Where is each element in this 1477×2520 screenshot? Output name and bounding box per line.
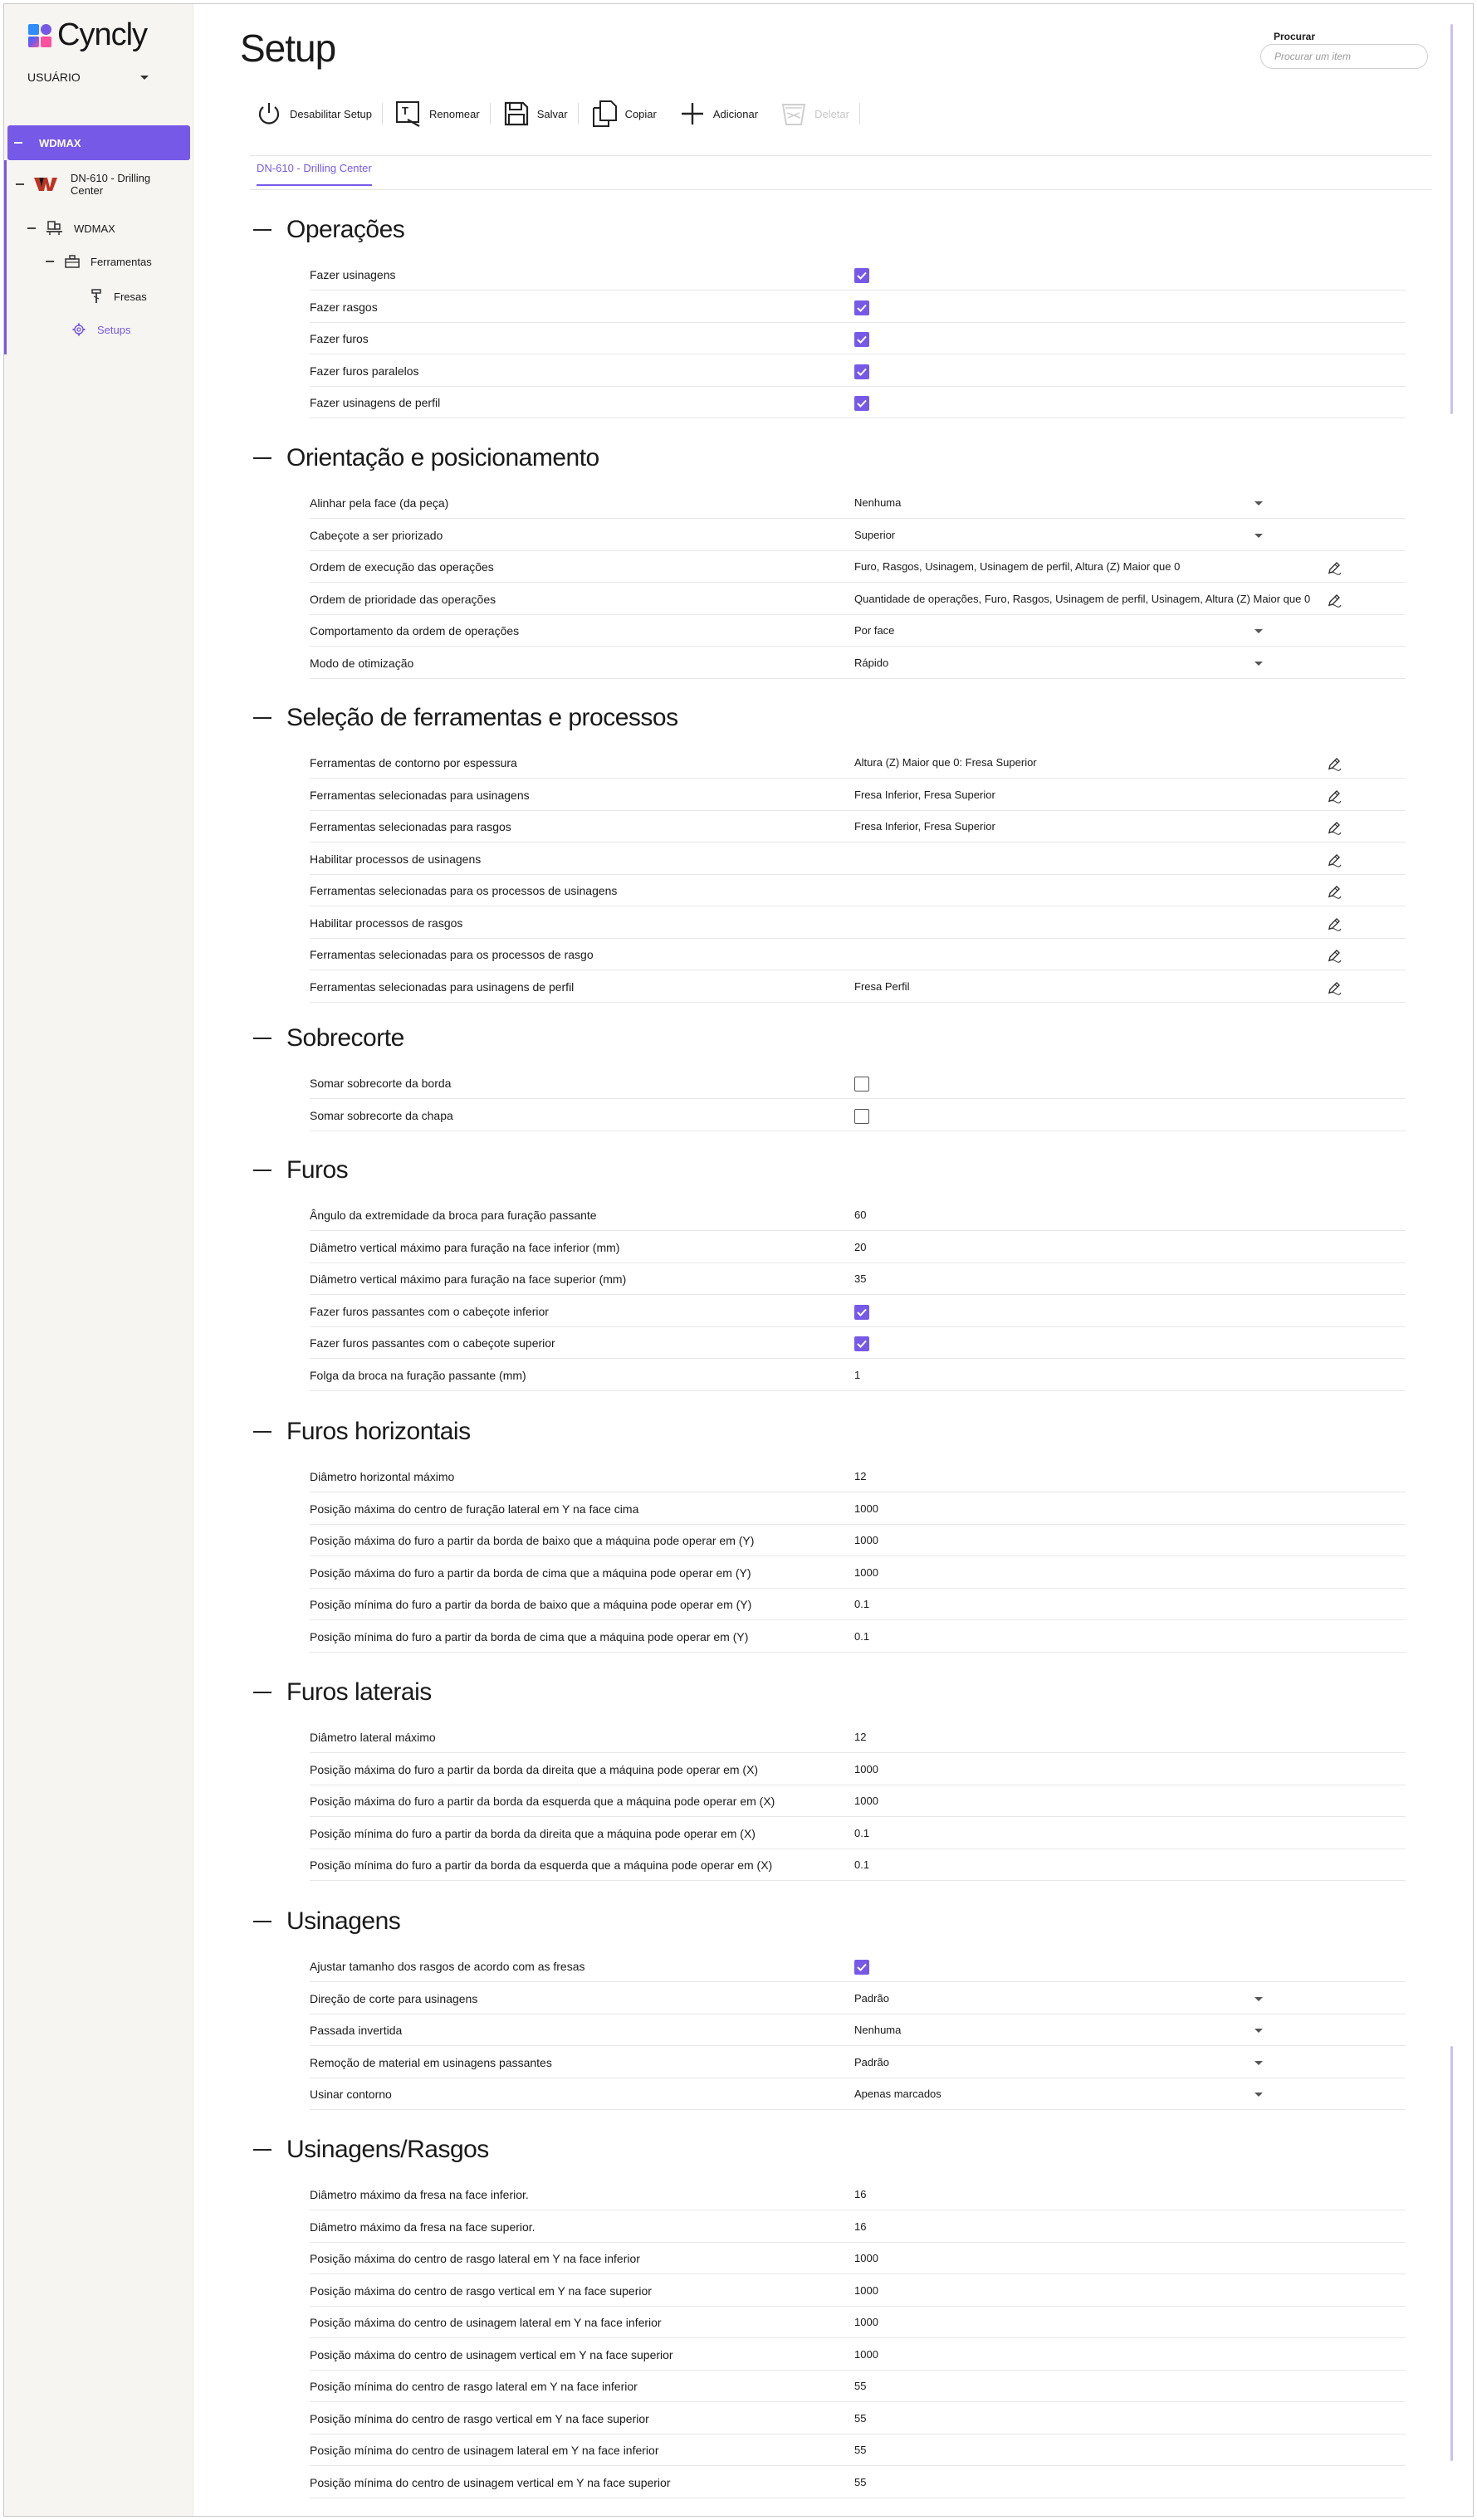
setting-label: Ordem de prioridade das operações xyxy=(310,592,496,606)
setting-row xyxy=(310,1525,1406,1556)
edit-pencil-icon[interactable] xyxy=(1326,883,1343,900)
setting-value: Fresa Perfil xyxy=(854,979,910,993)
section-title: Furos horizontais xyxy=(286,1418,471,1445)
setting-row xyxy=(310,355,1406,387)
setting-label: Posição máxima do centro de usinagem vertical em Y na face superior xyxy=(310,2347,673,2361)
setting-row xyxy=(310,971,1406,1003)
gear-icon xyxy=(72,323,86,336)
setting-row xyxy=(310,2307,1406,2338)
tab-dn610[interactable]: DN-610 - Drilling Center xyxy=(257,162,372,186)
setting-label: Diâmetro horizontal máximo xyxy=(310,1470,455,1483)
collapse-icon xyxy=(253,1692,271,1693)
setting-row xyxy=(310,1461,1406,1492)
collapse-icon xyxy=(253,1170,271,1171)
setting-row xyxy=(310,647,1406,679)
setting-checkbox[interactable] xyxy=(854,1109,869,1124)
chevron-down-icon[interactable] xyxy=(1254,1997,1263,2001)
setting-row xyxy=(310,1621,1406,1653)
section-header[interactable] xyxy=(253,1907,400,1936)
setting-label: Passada invertida xyxy=(310,2024,403,2037)
setting-row xyxy=(310,487,1406,519)
setting-label: Ferramentas selecionadas para os processos de rasgo xyxy=(310,948,594,961)
setting-row xyxy=(310,1263,1406,1295)
section-header[interactable] xyxy=(253,444,599,472)
copy-button[interactable] xyxy=(579,94,667,134)
section-title: Orientação e posicionamento xyxy=(286,444,599,471)
tree-item-label: Setups xyxy=(97,323,131,336)
setting-label: Fazer usinagens de perfil xyxy=(310,396,441,409)
tree-item-label: WDMAX xyxy=(74,222,115,235)
setting-label: Modo de otimização xyxy=(310,656,414,670)
check-icon xyxy=(854,332,869,347)
setting-label: Posição mínima do furo a partir da borda de baixo que a máquina pode operar em (Y) xyxy=(310,1598,752,1611)
setting-label: Diâmetro vertical máximo para furação na face superior (mm) xyxy=(310,1272,627,1286)
setting-input-value[interactable]: 1000 xyxy=(854,2252,878,2264)
setting-input-value[interactable]: 1000 xyxy=(854,1795,878,1807)
setting-select-value[interactable]: Rápido xyxy=(854,656,889,669)
scrollbar-thumb-bottom[interactable] xyxy=(1450,2046,1453,2461)
setting-row xyxy=(310,1754,1406,1785)
setting-row xyxy=(310,1199,1406,1231)
setting-input-value[interactable]: 1000 xyxy=(854,1762,878,1775)
setting-row xyxy=(310,387,1406,418)
search-input[interactable] xyxy=(1260,44,1428,69)
search-label: Procurar xyxy=(1274,31,1316,42)
setting-row xyxy=(310,1232,1406,1263)
collapse-icon xyxy=(253,2149,271,2151)
sidebar xyxy=(4,4,193,2517)
setting-label: Comportamento da ordem de operações xyxy=(310,624,520,637)
setting-label: Ferramentas selecionadas para rasgos xyxy=(310,820,511,833)
setting-row xyxy=(310,2339,1406,2371)
setting-row xyxy=(310,1818,1406,1849)
weeke-logo-icon xyxy=(34,176,59,193)
setting-label: Diâmetro máximo da fresa na face superior. xyxy=(310,2220,536,2234)
setting-label: Habilitar processos de usinagens xyxy=(310,852,482,866)
collapse-icon xyxy=(253,1921,271,1922)
setting-input-value[interactable]: 20 xyxy=(854,1240,867,1253)
setting-row xyxy=(310,747,1406,779)
setting-row xyxy=(310,1951,1406,1982)
setting-input-value[interactable]: 55 xyxy=(854,2411,867,2425)
setting-input-value[interactable]: 55 xyxy=(854,2380,867,2392)
copy-label: Copiar xyxy=(624,107,657,120)
setting-row xyxy=(310,323,1406,354)
setting-label: Ferramentas de contorno por espessura xyxy=(310,756,517,769)
check-icon xyxy=(854,1305,869,1320)
setting-input-value[interactable]: 16 xyxy=(854,2188,867,2200)
chevron-down-icon[interactable] xyxy=(1254,501,1263,505)
setting-input-value[interactable]: 0.1 xyxy=(854,1826,870,1839)
setting-row xyxy=(310,2435,1406,2466)
setting-label: Fazer furos xyxy=(310,332,369,345)
setting-row xyxy=(310,2371,1406,2402)
setting-input-value[interactable]: 0.1 xyxy=(854,1858,870,1871)
check-icon xyxy=(854,268,869,283)
setting-label: Folga da broca na furação passante (mm) xyxy=(310,1368,526,1382)
svg-text:T: T xyxy=(402,105,408,117)
tree-item-wdmax-root[interactable] xyxy=(7,125,190,160)
setting-select-value[interactable]: Padrão xyxy=(854,1991,889,2005)
setting-row xyxy=(310,520,1406,551)
tree-item-label: WDMAX xyxy=(39,136,81,149)
check-icon xyxy=(854,1336,869,1351)
setting-row xyxy=(310,875,1406,906)
setting-label: Posição mínima do furo a partir da borda da direita que a máquina pode operar em (X) xyxy=(310,1826,756,1840)
scrollbar-thumb-top[interactable] xyxy=(1450,24,1453,414)
setting-label: Posição máxima do centro de rasgo vertical em Y na face superior xyxy=(310,2283,652,2298)
user-menu[interactable] xyxy=(27,71,149,84)
setting-input-value[interactable]: 0.1 xyxy=(854,1598,870,1610)
setting-label: Somar sobrecorte da chapa xyxy=(310,1108,453,1122)
setting-label: Ajustar tamanho dos rasgos de acordo com as fresas xyxy=(310,1960,585,1973)
section-title: Furos laterais xyxy=(286,1678,432,1706)
setting-row xyxy=(310,2275,1406,2307)
collapse-icon xyxy=(14,142,22,144)
setting-label: Cabeçote a ser priorizado xyxy=(310,528,443,542)
collapse-icon xyxy=(253,1038,271,1039)
chevron-down-icon[interactable] xyxy=(1254,662,1263,666)
toolbox-icon xyxy=(64,254,81,269)
chevron-down-icon[interactable] xyxy=(1254,534,1263,538)
trash-icon xyxy=(778,98,809,129)
setting-row xyxy=(310,2179,1406,2210)
setting-select-value[interactable]: Apenas marcados xyxy=(854,2088,941,2100)
setting-checkbox[interactable] xyxy=(854,332,869,347)
chevron-down-icon xyxy=(140,76,149,80)
edit-pencil-icon[interactable] xyxy=(1326,852,1343,868)
tree-item-dn610[interactable] xyxy=(16,172,150,197)
check-icon xyxy=(854,1960,869,1975)
check-icon xyxy=(854,300,869,315)
setting-row xyxy=(310,2243,1406,2274)
edit-pencil-icon[interactable] xyxy=(1326,755,1343,772)
save-icon xyxy=(501,98,532,129)
setting-label: Ferramentas selecionadas para usinagens de perfil xyxy=(310,979,575,994)
toolbar-divider xyxy=(859,103,860,125)
add-label: Adicionar xyxy=(712,107,759,120)
setting-label: Posição máxima do furo a partir da borda da esquerda que a máquina pode operar em (X) xyxy=(310,1795,775,1808)
section-title: Usinagens/Rasgos xyxy=(286,2136,489,2163)
setting-value: Furo, Rasgos, Usinagem, Usinagem de perfil, Altura (Z) Maior que 0 xyxy=(854,560,1181,573)
tree-item-fresas[interactable] xyxy=(90,288,147,305)
toolbar xyxy=(243,94,860,134)
setting-input-value[interactable]: 55 xyxy=(854,2444,867,2456)
plus-icon xyxy=(677,98,708,129)
setting-label: Posição máxima do furo a partir da borda de baixo que a máquina pode operar em (Y) xyxy=(310,1534,755,1547)
copy-icon xyxy=(589,98,620,129)
setting-label: Posição máxima do furo a partir da borda de cima que a máquina pode operar em (Y) xyxy=(310,1565,751,1580)
setting-checkbox[interactable] xyxy=(854,364,869,379)
section-title: Sobrecorte xyxy=(286,1024,404,1052)
section-header[interactable] xyxy=(253,216,404,244)
collapse-icon xyxy=(46,261,54,262)
main-content xyxy=(193,4,1473,2517)
setting-row xyxy=(310,1493,1406,1525)
setting-label: Posição máxima do centro de rasgo lateral em Y na face inferior xyxy=(310,2252,640,2265)
machine-icon xyxy=(46,220,64,237)
setting-label: Diâmetro máximo da fresa na face inferior. xyxy=(310,2188,529,2201)
setting-row xyxy=(310,1100,1406,1131)
edit-pencil-icon[interactable] xyxy=(1326,947,1343,964)
setting-input-value[interactable]: 12 xyxy=(854,1470,867,1482)
setting-row xyxy=(310,1327,1406,1359)
setting-value: Fresa Inferior, Fresa Superior xyxy=(854,788,995,801)
setting-row xyxy=(310,1296,1406,1327)
edit-pencil-icon[interactable] xyxy=(1326,819,1343,836)
setting-label: Diâmetro lateral máximo xyxy=(310,1731,436,1744)
setting-row xyxy=(310,779,1406,811)
setting-row xyxy=(310,2078,1406,2110)
collapse-icon xyxy=(253,457,271,459)
setting-select-value[interactable]: Por face xyxy=(854,624,895,637)
add-button[interactable] xyxy=(667,94,768,134)
setting-label: Ferramentas selecionadas para os processos de usinagens xyxy=(310,884,618,897)
setting-select-value[interactable]: Padrão xyxy=(854,2055,889,2068)
setting-row xyxy=(310,1589,1406,1620)
setting-input-value[interactable]: 55 xyxy=(854,2475,867,2488)
setting-label: Posição máxima do furo a partir da borda da direita que a máquina pode operar em (X) xyxy=(310,1762,759,1776)
page-title: Setup xyxy=(240,27,336,70)
setting-row xyxy=(310,2015,1406,2046)
section-header[interactable] xyxy=(253,2136,489,2164)
chevron-down-icon[interactable] xyxy=(1254,2093,1263,2097)
setting-row xyxy=(310,907,1406,939)
setting-label: Diâmetro vertical máximo para furação na face inferior (mm) xyxy=(310,1240,620,1254)
setting-label: Remoção de material em usinagens passantes xyxy=(310,2055,552,2069)
setting-label: Fazer furos passantes com o cabeçote superior xyxy=(310,1336,555,1350)
tree-item-wdmax[interactable] xyxy=(27,220,115,237)
rename-button[interactable] xyxy=(383,94,490,134)
tree-item-label-line2: Center xyxy=(71,184,104,197)
setting-row xyxy=(310,843,1406,875)
setting-input-value[interactable]: 12 xyxy=(854,1731,867,1743)
search-box xyxy=(1260,31,1428,69)
section-header[interactable] xyxy=(253,1418,471,1446)
setting-label: Posição mínima do centro de usinagem vertical em Y na face superior xyxy=(310,2475,671,2489)
edit-pencil-icon[interactable] xyxy=(1326,788,1343,804)
chevron-down-icon[interactable] xyxy=(1254,629,1263,633)
setting-input-value[interactable]: 1000 xyxy=(854,1502,878,1515)
setting-row xyxy=(310,2403,1406,2435)
setting-input-value[interactable]: 1 xyxy=(854,1368,861,1381)
collapse-icon xyxy=(253,717,271,719)
setting-checkbox[interactable] xyxy=(854,1305,869,1320)
setting-label: Direção de corte para usinagens xyxy=(310,1991,478,2005)
setting-select-value[interactable]: Nenhuma xyxy=(854,496,902,509)
setting-row xyxy=(310,1067,1406,1099)
setting-label: Fazer furos paralelos xyxy=(310,364,419,378)
check-icon xyxy=(854,364,869,379)
setting-input-value[interactable]: 1000 xyxy=(854,1565,878,1579)
brand-name: Cyncly xyxy=(57,17,148,52)
setting-label: Posição máxima do centro de usinagem lateral em Y na face inferior xyxy=(310,2316,662,2329)
section-title: Seleção de ferramentas e processos xyxy=(286,704,678,731)
setting-row xyxy=(310,1983,1406,2015)
section-header[interactable] xyxy=(253,1156,348,1184)
setting-label: Posição mínima do centro de rasgo lateral em Y na face inferior xyxy=(310,2380,638,2393)
setting-input-value[interactable]: 1000 xyxy=(854,2347,878,2361)
app-window xyxy=(3,3,1474,2517)
edit-pencil-icon[interactable] xyxy=(1326,916,1343,932)
tree-item-label: Fresas xyxy=(114,290,147,303)
setting-checkbox[interactable] xyxy=(854,1336,869,1351)
setting-label: Habilitar processos de rasgos xyxy=(310,916,463,930)
setting-checkbox[interactable] xyxy=(854,1077,869,1092)
setting-checkbox[interactable] xyxy=(854,1960,869,1975)
setting-checkbox[interactable] xyxy=(854,300,869,315)
setting-select-value[interactable]: Superior xyxy=(854,528,896,541)
section-header[interactable] xyxy=(253,1678,432,1707)
setting-label: Posição máxima do centro de furação lateral em Y na face cima xyxy=(310,1502,639,1516)
tree-item-label: Ferramentas xyxy=(90,255,152,268)
setting-label: Posição mínima do furo a partir da borda da esquerda que a máquina pode operar em (X) xyxy=(310,1858,773,1872)
setting-label: Fazer furos passantes com o cabeçote inferior xyxy=(310,1304,549,1318)
setting-input-value[interactable]: 1000 xyxy=(854,2316,878,2328)
check-icon xyxy=(854,396,869,411)
setting-label: Posição mínima do furo a partir da borda de cima que a máquina pode operar em (Y) xyxy=(310,1629,749,1643)
setting-input-value[interactable]: 0.1 xyxy=(854,1629,870,1643)
setting-value: Quantidade de operações, Furo, Rasgos, Usinagem de perfil, Usinagem, Altura (Z) Maior que 0 xyxy=(854,592,1311,605)
setting-row xyxy=(310,1849,1406,1881)
setting-row xyxy=(310,2047,1406,2078)
delete-label: Deletar xyxy=(814,107,849,120)
section-title: Furos xyxy=(286,1156,349,1184)
setting-label: Fazer rasgos xyxy=(310,300,378,314)
setting-label: Usinar contorno xyxy=(310,2088,392,2101)
setting-value: Fresa Inferior, Fresa Superior xyxy=(854,820,995,833)
setting-label: Ordem de execução das operações xyxy=(310,560,494,574)
setting-checkbox[interactable] xyxy=(854,396,869,411)
setting-input-value[interactable]: 1000 xyxy=(854,1534,878,1546)
user-name: USUÁRIO xyxy=(27,71,81,84)
tab-divider xyxy=(250,189,1431,190)
setting-label: Posição mínima do centro de rasgo vertical em Y na face superior xyxy=(310,2411,649,2425)
setting-label: Fazer usinagens xyxy=(310,268,396,281)
setting-label: Posição mínima do centro de usinagem lateral em Y na face inferior xyxy=(310,2444,659,2457)
setting-value: Altura (Z) Maior que 0: Fresa Superior xyxy=(854,756,1037,769)
setting-row xyxy=(310,939,1406,970)
setting-row xyxy=(310,1722,1406,1753)
edit-pencil-icon[interactable] xyxy=(1326,559,1343,576)
setting-row xyxy=(310,2467,1406,2498)
setting-row xyxy=(310,1360,1406,1391)
delete-button[interactable] xyxy=(768,94,859,134)
cyncly-logo-icon xyxy=(27,23,52,48)
setting-row xyxy=(310,1785,1406,1817)
setting-label: Ângulo da extremidade da broca para furação passante xyxy=(310,1209,597,1222)
setting-label: Alinhar pela face (da peça) xyxy=(310,496,449,510)
tree-item-ferramentas[interactable] xyxy=(46,254,152,269)
disable-setup-label: Desabilitar Setup xyxy=(290,107,372,120)
setting-input-value[interactable]: 1000 xyxy=(854,2283,878,2297)
section-header[interactable] xyxy=(253,704,678,732)
setting-checkbox[interactable] xyxy=(854,268,869,283)
setting-input-value[interactable]: 35 xyxy=(854,1272,867,1285)
collapse-icon xyxy=(27,227,36,229)
section-title: Usinagens xyxy=(286,1907,401,1935)
setting-input-value[interactable]: 60 xyxy=(854,1209,867,1221)
power-icon xyxy=(253,98,285,129)
rename-label: Renomear xyxy=(429,107,480,120)
tree-active-line xyxy=(4,160,7,354)
section-title: Operações xyxy=(286,216,405,243)
rename-icon xyxy=(393,98,424,129)
disable-setup-button[interactable] xyxy=(243,94,382,134)
tree-item-label: DN-610 - Drilling xyxy=(71,172,151,184)
setting-row xyxy=(310,584,1406,615)
tree-item-setups[interactable] xyxy=(72,323,130,336)
chevron-down-icon[interactable] xyxy=(1254,2029,1263,2033)
setting-row xyxy=(310,291,1406,323)
setting-select-value[interactable]: Nenhuma xyxy=(854,2024,902,2036)
save-button[interactable] xyxy=(491,94,578,134)
router-bit-icon xyxy=(90,288,102,305)
setting-row xyxy=(310,615,1406,647)
save-label: Salvar xyxy=(536,107,568,120)
setting-input-value[interactable]: 16 xyxy=(854,2220,867,2233)
collapse-icon xyxy=(253,1431,271,1433)
section-header[interactable] xyxy=(253,1024,404,1052)
setting-row xyxy=(310,259,1406,291)
edit-pencil-icon[interactable] xyxy=(1326,592,1343,608)
collapse-icon xyxy=(253,229,271,231)
brand-logo xyxy=(27,17,147,53)
setting-row xyxy=(310,1557,1406,1589)
setting-row xyxy=(310,2211,1406,2243)
setting-label: Somar sobrecorte da borda xyxy=(310,1077,452,1090)
setting-label: Ferramentas selecionadas para usinagens xyxy=(310,788,530,802)
setting-row xyxy=(310,811,1406,842)
collapse-icon xyxy=(16,183,24,185)
chevron-down-icon[interactable] xyxy=(1254,2061,1263,2065)
setting-row xyxy=(310,551,1406,583)
header-divider xyxy=(250,155,1431,156)
edit-pencil-icon[interactable] xyxy=(1326,979,1343,996)
